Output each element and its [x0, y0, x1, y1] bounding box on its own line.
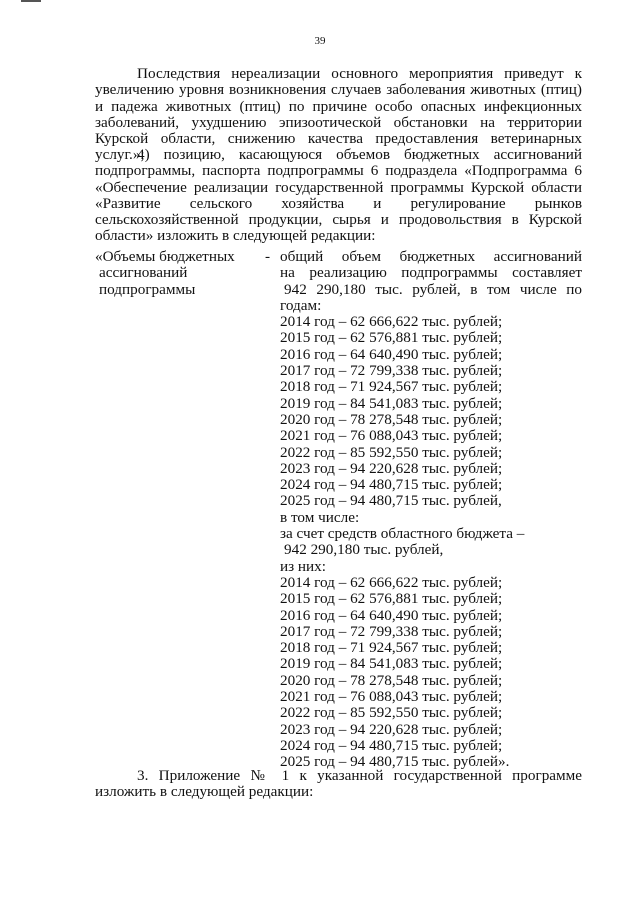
- year-total-line: 2016 год – 64 640,490 тыс. рублей;: [280, 345, 503, 363]
- year-total-line: 2017 год – 72 799,338 тыс. рублей;: [280, 362, 503, 380]
- year-total-line: 2019 год – 84 541,083 тыс. рублей;: [280, 394, 503, 412]
- table-value-column: [280, 249, 582, 771]
- regional-budget-line: за счет средств областного бюджета –: [280, 525, 525, 543]
- table-dash: -: [265, 248, 271, 265]
- year-regional-line: 2022 год – 85 592,550 тыс. рублей;: [280, 704, 503, 722]
- year-regional-line: 2021 год – 76 088,043 тыс. рублей;: [280, 688, 503, 706]
- year-regional-line: 2018 год – 71 924,567 тыс. рублей;: [280, 639, 503, 657]
- year-total-line: 2015 год – 62 576,881 тыс. рублей;: [280, 329, 503, 347]
- intro-line: на реализацию подпрограммы составляет: [280, 264, 582, 282]
- year-regional-line: 2025 год – 94 480,715 тыс. рублей».: [280, 753, 510, 771]
- year-total-line: 2025 год – 94 480,715 тыс. рублей,: [280, 492, 502, 510]
- page-number: 39: [314, 35, 326, 47]
- of-them-line: из них:: [280, 557, 326, 575]
- year-total-line: 2021 год – 76 088,043 тыс. рублей;: [280, 427, 503, 445]
- regional-amount-line: 942 290,180 тыс. рублей,: [284, 541, 444, 559]
- paragraph-point-3: 3. Приложение № 1 к указанной государственной программе изложить в следующей редакции:: [95, 767, 582, 801]
- year-total-line: 2023 год – 94 220,628 тыс. рублей;: [280, 459, 503, 477]
- table-label-line: ассигнований: [99, 264, 188, 282]
- paragraph-item-4: 4) позицию, касающуюся объемов бюджетных ассигнований подпрограммы, паспорта подпрограммы 6 подраздела «Подпрограмма 6 «Обеспечение реализации государственной программы Курской области «Развитие сельского хозяйства и регулирование рынков сельскохозяйственной продукции, сырья и продовольствия в Курской области» изложить в следующей редакции:: [95, 146, 582, 245]
- intro-line: общий объем бюджетных ассигнований: [280, 248, 582, 265]
- intro-line: годам:: [280, 296, 322, 314]
- table-label-line: подпрограммы: [99, 280, 196, 298]
- year-regional-line: 2023 год – 94 220,628 тыс. рублей;: [280, 720, 503, 738]
- scan-edge-mark: [21, 0, 41, 2]
- year-total-line: 2022 год – 85 592,550 тыс. рублей;: [280, 443, 503, 461]
- year-regional-line: 2015 год – 62 576,881 тыс. рублей;: [280, 590, 503, 608]
- table-label-column: [95, 249, 255, 298]
- paragraph-consequences: Последствия нереализации основного мероприятия приведут к увеличению уровня возникновения случаев заболевания животных (птиц) и падежа животных (птиц) по причине особо опасных инфекционных заболеваний, ухудшению эпизоотической обстановки на территории Курской области, снижению качества предоставления ветеринарных услуг.»;: [95, 65, 582, 164]
- in-total-line: в том числе:: [280, 508, 360, 526]
- year-regional-line: 2014 год – 62 666,622 тыс. рублей;: [280, 573, 503, 591]
- table-label-line: «Объемы бюджетных: [95, 248, 235, 265]
- year-regional-line: 2024 год – 94 480,715 тыс. рублей;: [280, 736, 503, 754]
- year-total-line: 2020 год – 78 278,548 тыс. рублей;: [280, 410, 503, 428]
- year-total-line: 2014 год – 62 666,622 тыс. рублей;: [280, 313, 503, 331]
- year-regional-line: 2019 год – 84 541,083 тыс. рублей;: [280, 655, 503, 673]
- year-regional-line: 2016 год – 64 640,490 тыс. рублей;: [280, 606, 503, 624]
- year-regional-line: 2017 год – 72 799,338 тыс. рублей;: [280, 622, 503, 640]
- year-regional-line: 2020 год – 78 278,548 тыс. рублей;: [280, 671, 503, 689]
- year-total-line: 2024 год – 94 480,715 тыс. рублей;: [280, 476, 503, 494]
- year-total-line: 2018 год – 71 924,567 тыс. рублей;: [280, 378, 503, 396]
- intro-line: 942 290,180 тыс. рублей, в том числе по: [284, 280, 582, 298]
